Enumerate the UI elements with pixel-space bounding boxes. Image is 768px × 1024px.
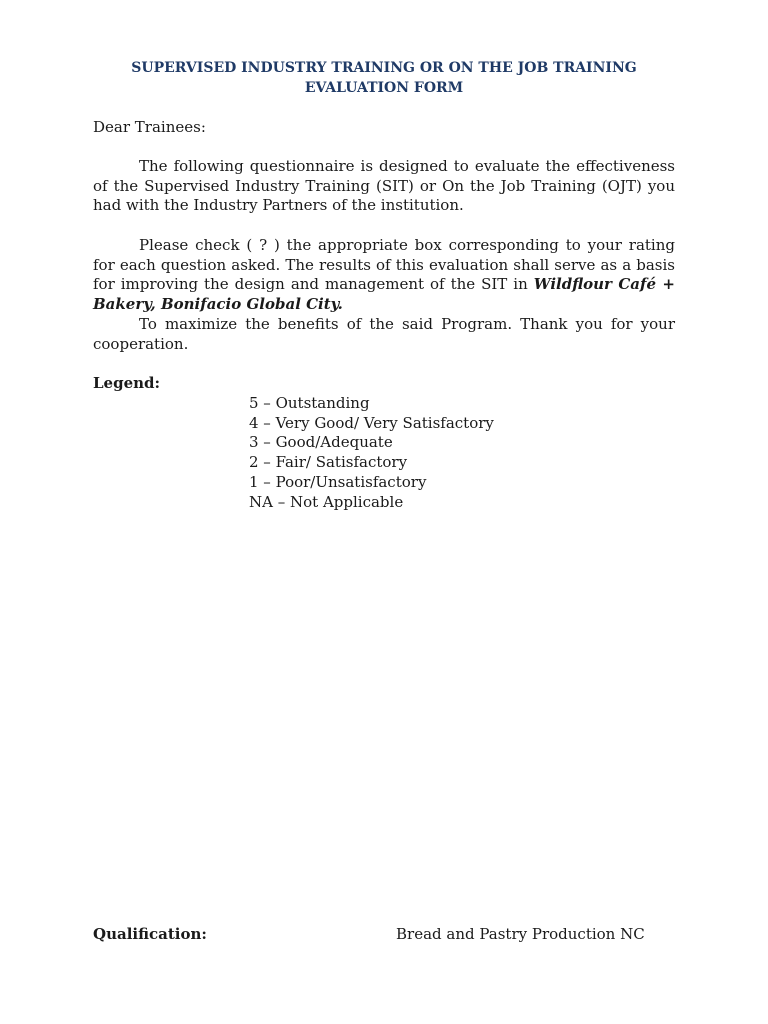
intro-paragraph: The following questionnaire is designed to evaluate the effectiveness of the Supervised Industry Training (SIT) or On the Job Training (OJT) you had with the Industry Partners of the institution. bbox=[93, 157, 675, 215]
legend-list bbox=[249, 394, 494, 512]
form-title-line-2: EVALUATION FORM bbox=[304, 80, 464, 96]
qualification-label: Qualification: bbox=[93, 925, 207, 943]
instructions-text: Please check ( ? ) the appropriate box corresponding to your rating for each question asked. The results of this evaluation shall serve as a basis for improving the design and management of the SIT in bbox=[93, 236, 675, 294]
legend-item: 5 – Outstanding bbox=[249, 394, 370, 412]
closing-paragraph: To maximize the benefits of the said Program. Thank you for your cooperation. bbox=[93, 315, 675, 353]
legend-item: 3 – Good/Adequate bbox=[249, 433, 393, 452]
form-title bbox=[93, 58, 675, 98]
establishment-name: Wildflour Café + Bakery, Bonifacio Global City. bbox=[93, 275, 676, 314]
legend-item: 1 – Poor/Unsatisfactory bbox=[249, 472, 427, 491]
instructions-paragraph bbox=[93, 236, 675, 315]
legend-item: 2 – Fair/ Satisfactory bbox=[249, 453, 408, 472]
salutation: Dear Trainees: bbox=[93, 118, 206, 136]
qualification-value: Bread and Pastry Production NC bbox=[396, 925, 645, 943]
legend-item: NA – Not Applicable bbox=[249, 492, 404, 511]
form-title-line-1: SUPERVISED INDUSTRY TRAINING OR ON THE JOB TRAINING bbox=[131, 60, 637, 76]
legend-item: 4 – Very Good/ Very Satisfactory bbox=[249, 413, 494, 432]
legend-title: Legend: bbox=[93, 374, 161, 392]
